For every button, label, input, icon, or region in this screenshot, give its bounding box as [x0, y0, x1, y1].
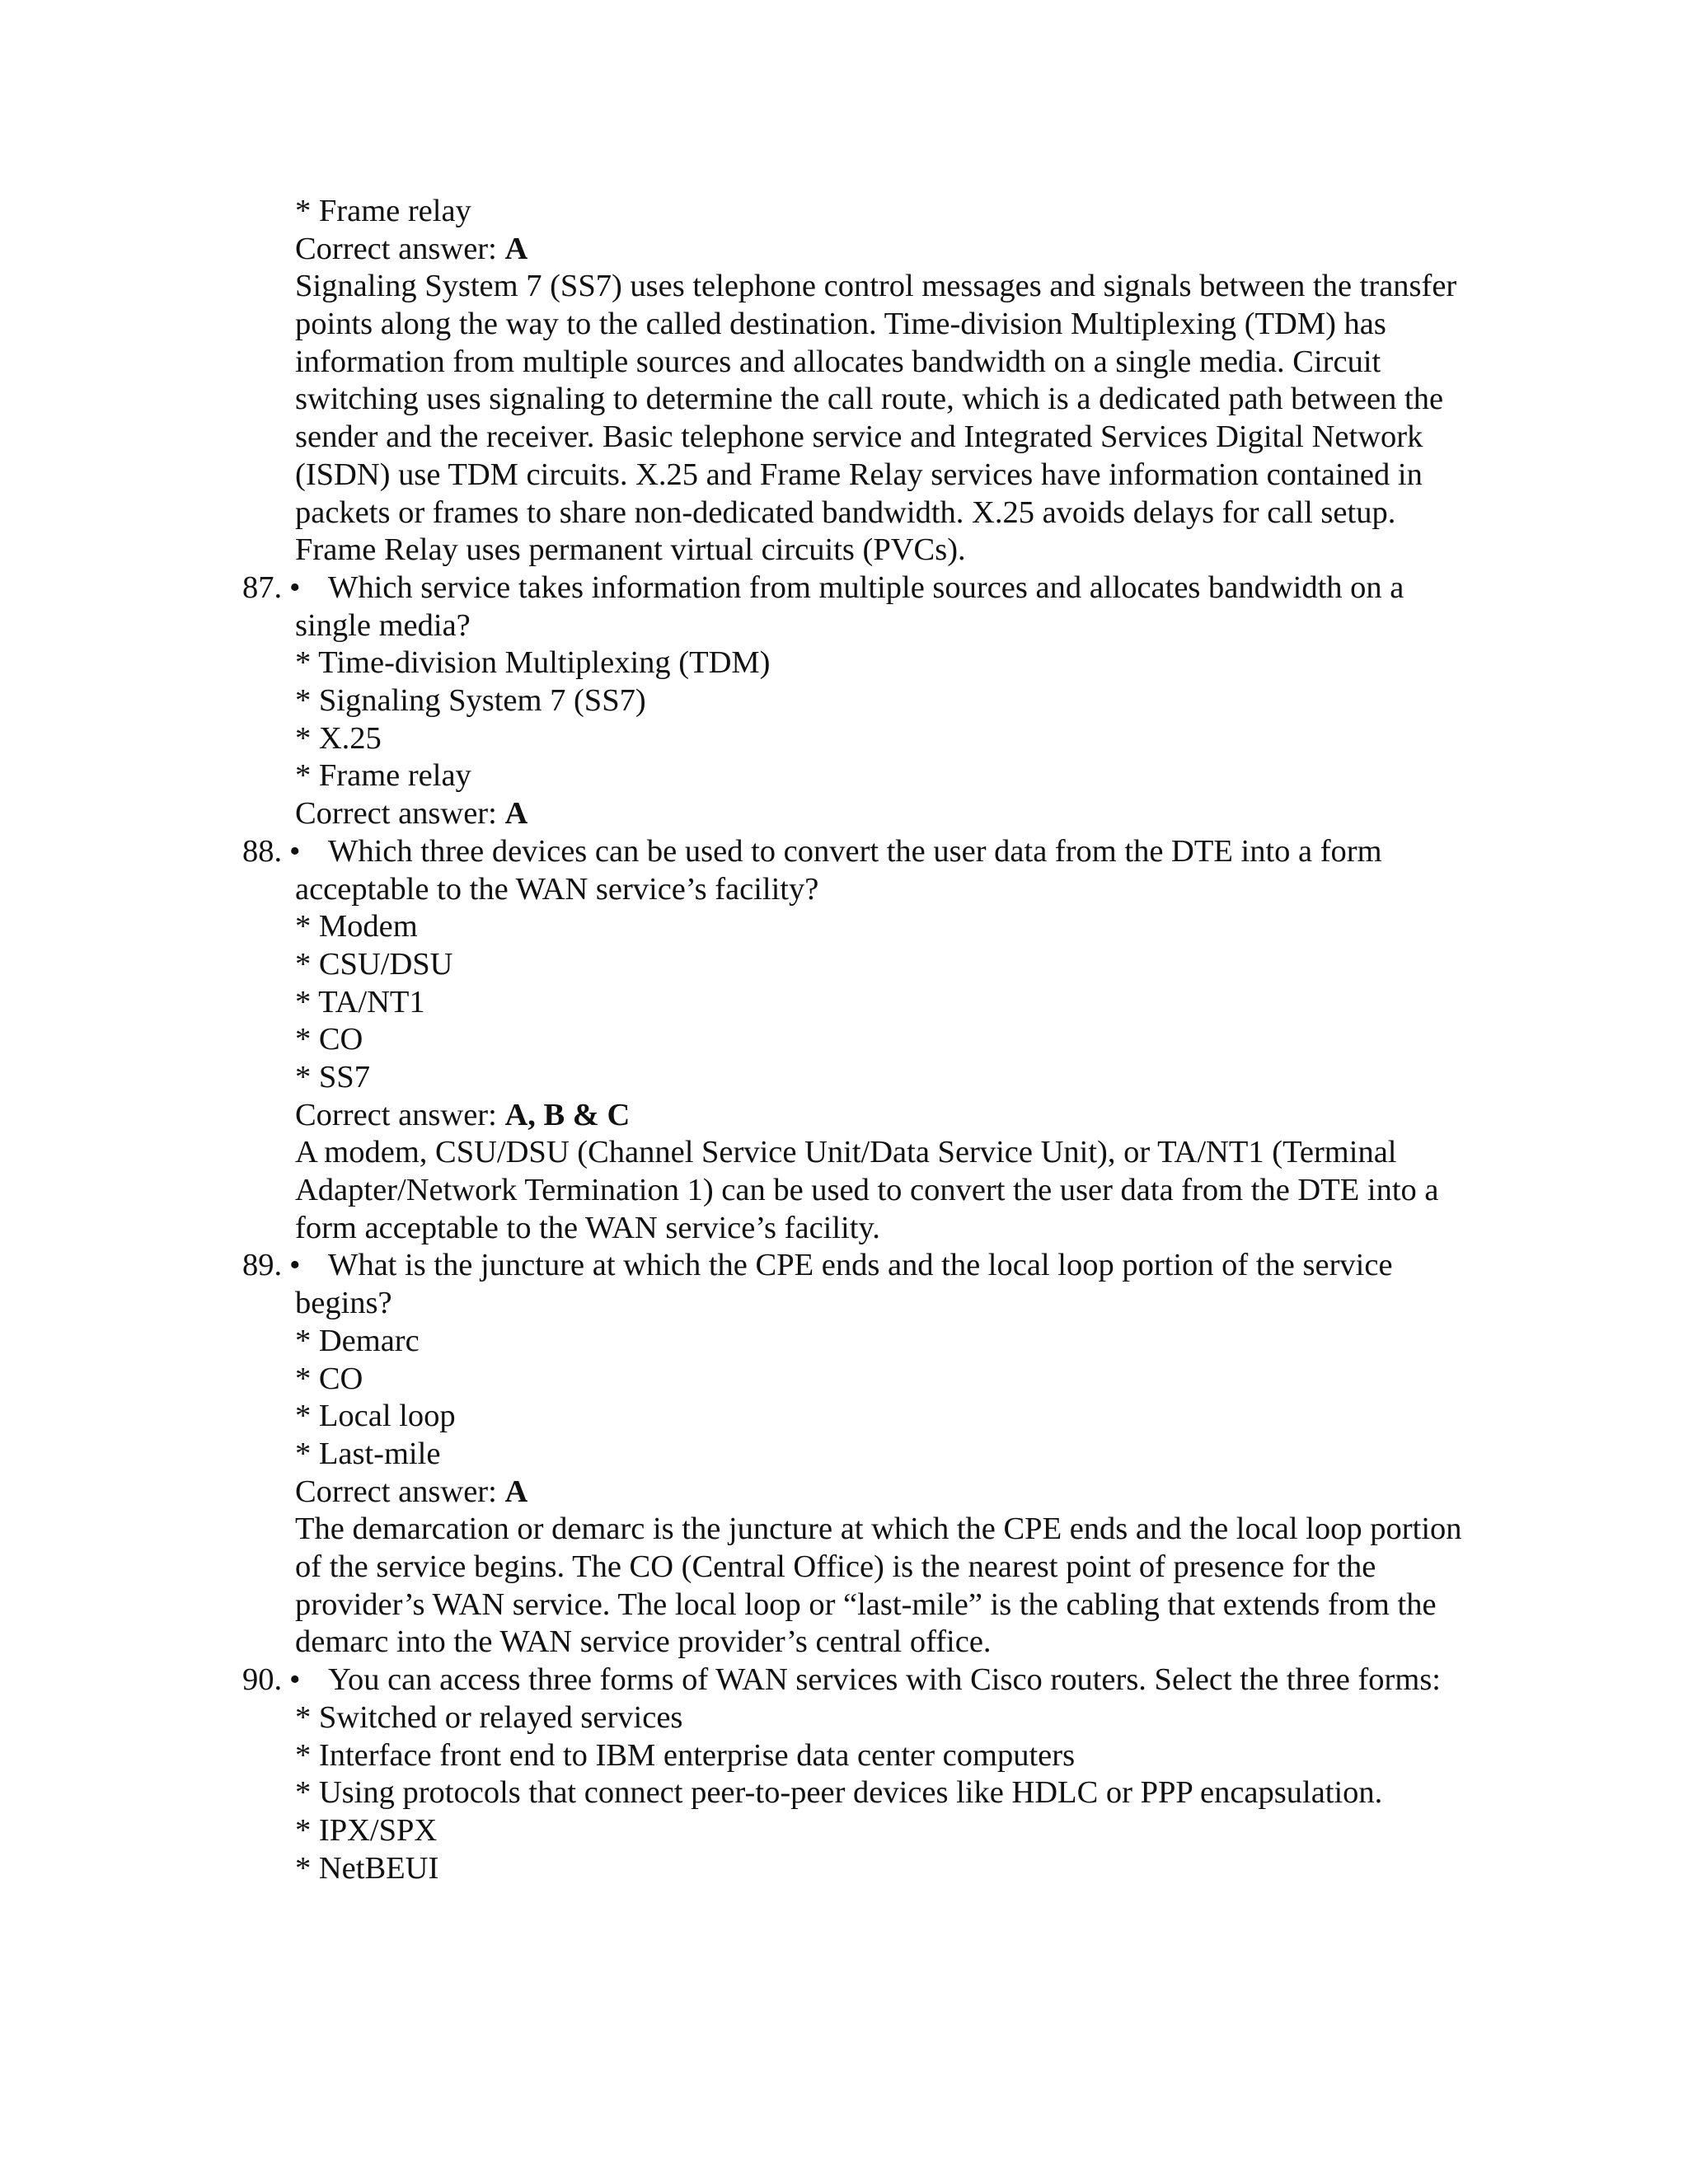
option-line: * Local loop: [295, 1399, 456, 1434]
option-line: * Last-mile: [295, 1436, 441, 1471]
explanation-text: A modem, CSU/DSU (Channel Service Unit/Data Service Unit), or TA/NT1 (Terminal Adapter/Network Termination 1) can be used to convert the user data from the DTE into a form acceptable to the WAN service’s facility.: [295, 1135, 1439, 1245]
correct-answer-line: [295, 1097, 1482, 1135]
option-line: * CO: [295, 1361, 363, 1396]
question-text: Which three devices can be used to convert the user data from the DTE into a form acceptable to the WAN service’s facility?: [295, 833, 1382, 907]
option-line: * Switched or relayed services: [295, 1699, 683, 1735]
bullet-icon: •: [289, 833, 301, 869]
answer-label: Correct answer:: [295, 1474, 497, 1509]
option-line: * Signaling System 7 (SS7): [295, 683, 646, 719]
option-line: * TA/NT1: [295, 984, 425, 1019]
answer-value: A: [504, 796, 528, 832]
question-87: [242, 569, 1482, 644]
option-line: * CSU/DSU: [295, 946, 453, 982]
explanation-text: The demarcation or demarc is the juncture at which the CPE ends and the local loop portion of the service begins. The CO (Central Office) is the nearest point of presence for the provider’s WAN service. The local loop or “last-mile” is the cabling that extends from the demarc into the WAN service provider’s central office.: [295, 1511, 1462, 1660]
bullet-icon: •: [289, 570, 301, 605]
option-line: * NetBEUI: [295, 1850, 439, 1886]
correct-answer-line: [295, 231, 1482, 269]
question-90: [242, 1661, 1482, 1699]
answer-value: A, B & C: [504, 1097, 631, 1132]
option-line: * X.25: [295, 720, 382, 756]
option-line: * IPX/SPX: [295, 1812, 438, 1848]
option-line: * Time-division Multiplexing (TDM): [295, 645, 771, 681]
question-number: 90.: [242, 1662, 283, 1698]
question-text: You can access three forms of WAN services with Cisco routers. Select the three forms:: [328, 1662, 1442, 1698]
option-line: * Frame relay: [295, 194, 471, 228]
question-number: 89.: [242, 1248, 283, 1283]
answer-label: Correct answer:: [295, 231, 497, 266]
answer-value: A: [504, 231, 528, 266]
question-text: What is the juncture at which the CPE ends and the local loop portion of the service begins?: [295, 1248, 1393, 1321]
option-line: * SS7: [295, 1060, 370, 1094]
correct-answer-line: [295, 1474, 1482, 1511]
correct-answer-line: [295, 795, 1482, 833]
option-line: * Modem: [295, 909, 418, 944]
option-line: * Using protocols that connect peer-to-peer devices like HDLC or PPP encapsulation.: [295, 1775, 1383, 1811]
question-88: [242, 833, 1482, 908]
option-line: * Interface front end to IBM enterprise data center computers: [295, 1737, 1076, 1773]
question-text: Which service takes information from multiple sources and allocates bandwidth on a single media?: [295, 570, 1404, 643]
bullet-icon: •: [289, 1248, 301, 1283]
option-line: * CO: [295, 1022, 363, 1057]
option-line: * Demarc: [295, 1323, 420, 1358]
answer-label: Correct answer:: [295, 796, 497, 832]
bullet-icon: •: [289, 1662, 301, 1698]
option-line: * Frame relay: [295, 758, 471, 794]
answer-label: Correct answer:: [295, 1097, 497, 1132]
question-number: 87.: [242, 570, 283, 605]
question-number: 88.: [242, 833, 283, 869]
answer-value: A: [504, 1474, 528, 1509]
explanation-text: Signaling System 7 (SS7) uses telephone control messages and signals between the transfer points along the way to the called destination. Time-division Multiplexing (TDM) has information from multiple sources and allocates bandwidth on a single media. Circuit switching uses signaling to determine the call route, which is a dedicated path between the sender and the receiver. Basic telephone service and Integrated Services Digital Network (ISDN) use TDM circuits. X.25 and Frame Relay services have information contained in packets or frames to share non-dedicated bandwidth. X.25 avoids delays for call setup. Frame Relay uses permanent virtual circuits (PVCs).: [295, 269, 1457, 568]
page-content: [242, 193, 1482, 1887]
question-89: [242, 1247, 1482, 1322]
